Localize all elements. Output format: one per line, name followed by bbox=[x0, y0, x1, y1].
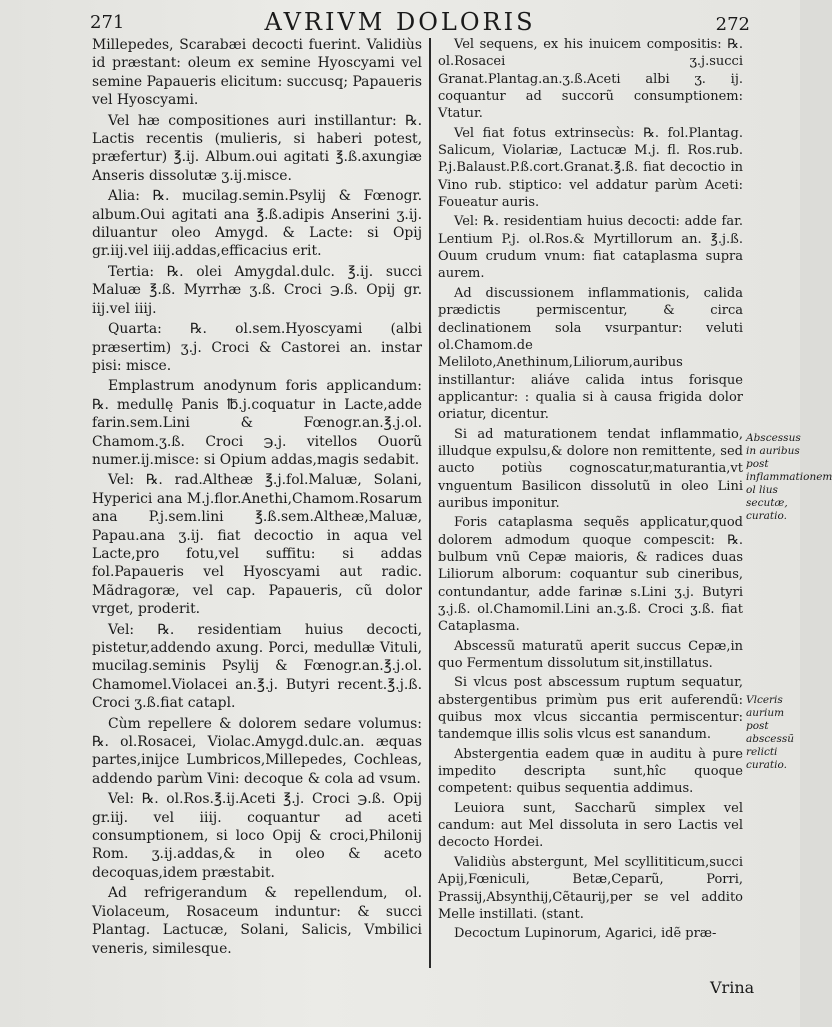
paragraph: Cùm repellere & dolorem sedare volumus: ℞. ol.Rosacei, Violac.Amygd.dulc.an. æquas partes,inijce Lumbricos,Millepedes, Cochleas, addendo parùm Vini: decoque & cola ad vsum. bbox=[92, 715, 422, 787]
margin-note: Vlceris aurium post abscessũ relicti curatio. bbox=[746, 694, 795, 771]
paragraph: Vel: ℞. residentiam huius decocti: adde far. Lentium P.j. ol.Ros.& Myrtillorum an. ℥.j.ß. Ouum crudum vnum: fiat cataplasma supra aurem. bbox=[438, 214, 743, 282]
paragraph: Validiùs abstergunt, Mel scyllititicum,succi Apij,Fœniculi, Betæ,Ceparũ, Porri, Prassij,Absynthij,Cẽtaurij,per se vel addito Melle instillati. (stant. bbox=[438, 854, 743, 922]
running-title: AVRIVM DOLORIS bbox=[264, 8, 536, 36]
paragraph: Abscessũ maturatũ aperit succus Cepæ,in quo Fermentum dissolutum sit,instillatus. bbox=[438, 638, 743, 672]
paragraph: Ad refrigerandum & repellendum, ol. Violaceum, Rosaceum induntur: & succi Plantag. Lactucæ, Solani, Salicis, Vmbilici veneris, similesque. bbox=[92, 885, 422, 957]
page-header bbox=[90, 6, 750, 34]
paragraph: Si ad maturationem tendat inflammatio, illudque expulsu,& dolore non remittente, sed aucto potiùs cognoscatur,maturantia,vt vnguentum Basilicon dissolutũ in oleo Lini auribus imponitur. bbox=[438, 426, 743, 511]
page-number-left: 271 bbox=[90, 12, 125, 33]
paragraph: Millepedes, Scarabæi decocti fuerint. Validiùs id præstant: oleum ex semine Hyoscyami vel semine Papaueris elicitum: succusq; Papaueris vel Hyoscyami. bbox=[92, 37, 422, 109]
paragraph: Vel sequens, ex his inuicem compositis: ℞. ol.Rosacei ʒ.j.succi Granat.Plantag.an.ʒ.ß.Aceti albi ʒ. ij. coquantur ad succorũ consumptionem: Vtatur. bbox=[438, 37, 743, 122]
page-number-right: 272 bbox=[715, 14, 750, 35]
column-divider bbox=[429, 38, 431, 968]
paragraph: Foris cataplasma sequẽs applicatur,quod dolorem admodum quoque compescit: ℞. bulbum vnũ Cepæ maioris, & radices duas Liliorum alborum: coquantur sub cineribus, contundantur, adde farinæ s.Lini ʒ.j. Butyri ʒ.j.ß. ol.Chamomil.Lini an.ʒ.ß. Croci ʒ.ß. fiat Cataplasma. bbox=[438, 515, 743, 635]
margin-note: Abscessus in auribus post inflammationem ol lius secutæ, curatio. bbox=[746, 432, 832, 522]
paragraph: Abstergentia eadem quæ in auditu à pure impedito descripta sunt,hîc quoque competent: quibus sequentia addimus. bbox=[438, 746, 743, 797]
paragraph: Ad discussionem inflammationis, calida prædictis permiscentur, & circa declinationem sola vsurpantur: veluti ol.Chamom.de Meliloto,Anethinum,Liliorum,auribus instillantur: aliáve calida intus forisque applicantur: : qualia si à causa frigida dolor oriatur, dicentur. bbox=[438, 285, 743, 423]
catchword: Vrina bbox=[710, 978, 755, 997]
paragraph: Emplastrum anodynum foris applicandum: ℞. medullę Panis ℔.j.coquatur in Lacte,adde farin.sem.Lini & Fœnogr.an.℥.j.ol. Chamom.ʒ.ß. Croci ℈.j. vitellos Ouorũ numer.ij.misce: si Opium addas,magis sedabit. bbox=[92, 378, 422, 468]
paragraph: Si vlcus post abscessum ruptum sequatur, abstergentibus primùm pus erit auferendũ: quibus mox vlcus siccantia permiscentur: tandemque illis solis vlcus est sanandum. bbox=[438, 675, 743, 743]
paragraph: Vel: ℞. residentiam huius decocti, pistetur,addendo axung. Porci, medullæ Vituli, mucilag.seminis Psylij & Fœnogr.an.℥.j.ol. Chamomel.Violacei an.℥.j. Butyri recent.℥.j.ß. Croci ʒ.ß.fiat catapl. bbox=[92, 621, 422, 712]
left-column bbox=[92, 36, 422, 960]
paragraph: Leuiora sunt, Saccharũ simplex vel candum: aut Mel dissoluta in sero Lactis vel decocto Hordei. bbox=[438, 800, 743, 851]
paragraph: Vel fiat fotus extrinsecùs: ℞. fol.Plantag. Salicum, Violariæ, Lactucæ M.j. fl. Ros.rub. P.j.Balaust.P.ß.cort.Granat.℥.ß. fiat decoctio in Vino rub. stiptico: vel addatur parùm Aceti: Foueatur auris. bbox=[438, 125, 743, 211]
paragraph: Quarta: ℞. ol.sem.Hyoscyami (albi præsertim) ʒ.j. Croci & Castorei an. instar pisi: misce. bbox=[92, 321, 422, 374]
paragraph: Vel: ℞. rad.Altheæ ℥.j.fol.Maluæ, Solani, Hyperici ana M.j.flor.Anethi,Chamom.Rosarum ana P.j.sem.lini ℥.ß.sem.Altheæ,Maluæ, Papau.ana ʒ.ij. fiat decoctio in aqua vel Lacte,pro fotu,vel suffitu: si addas fol.Papaueris vel Hyoscyami aut radic. Mãdragoræ, vel cap. Papaueris, cũ dolor vrget, proderit. bbox=[92, 472, 422, 618]
paragraph: Alia: ℞. mucilag.semin.Psylij & Fœnogr. album.Oui agitati ana ℥.ß.adipis Anserini ʒ.ij. diluantur oleo Amygd. & Lacte: si Opij gr.iij.vel iiij.addas,efficacius erit. bbox=[92, 188, 422, 260]
paragraph: Decoctum Lupinorum, Agarici, idẽ præ- bbox=[454, 926, 717, 942]
paragraph: Vel hæ compositiones auri instillantur: ℞. Lactis recentis (mulieris, si haberi potest, præfertur) ℥.ij. Album.oui agitati ℥.ß.axungiæ Anseris dissolutæ ʒ.ij.misce. bbox=[92, 112, 422, 184]
right-column bbox=[438, 36, 743, 945]
paragraph: Tertia: ℞. olei Amygdal.dulc. ℥.ij. succi Maluæ ℥.ß. Myrrhæ ʒ.ß. Croci ℈.ß. Opij gr. iij.vel iiij. bbox=[92, 263, 422, 317]
paragraph: Vel: ℞. ol.Ros.℥.ij.Aceti ℥.j. Croci ℈.ß. Opij gr.iij. vel iiij. coquantur ad aceti consumptionem, si loco Opij & croci,Philonij Rom. ʒ.ij.addas,& in oleo & aceto decoquas,idem præstabit. bbox=[92, 791, 422, 881]
